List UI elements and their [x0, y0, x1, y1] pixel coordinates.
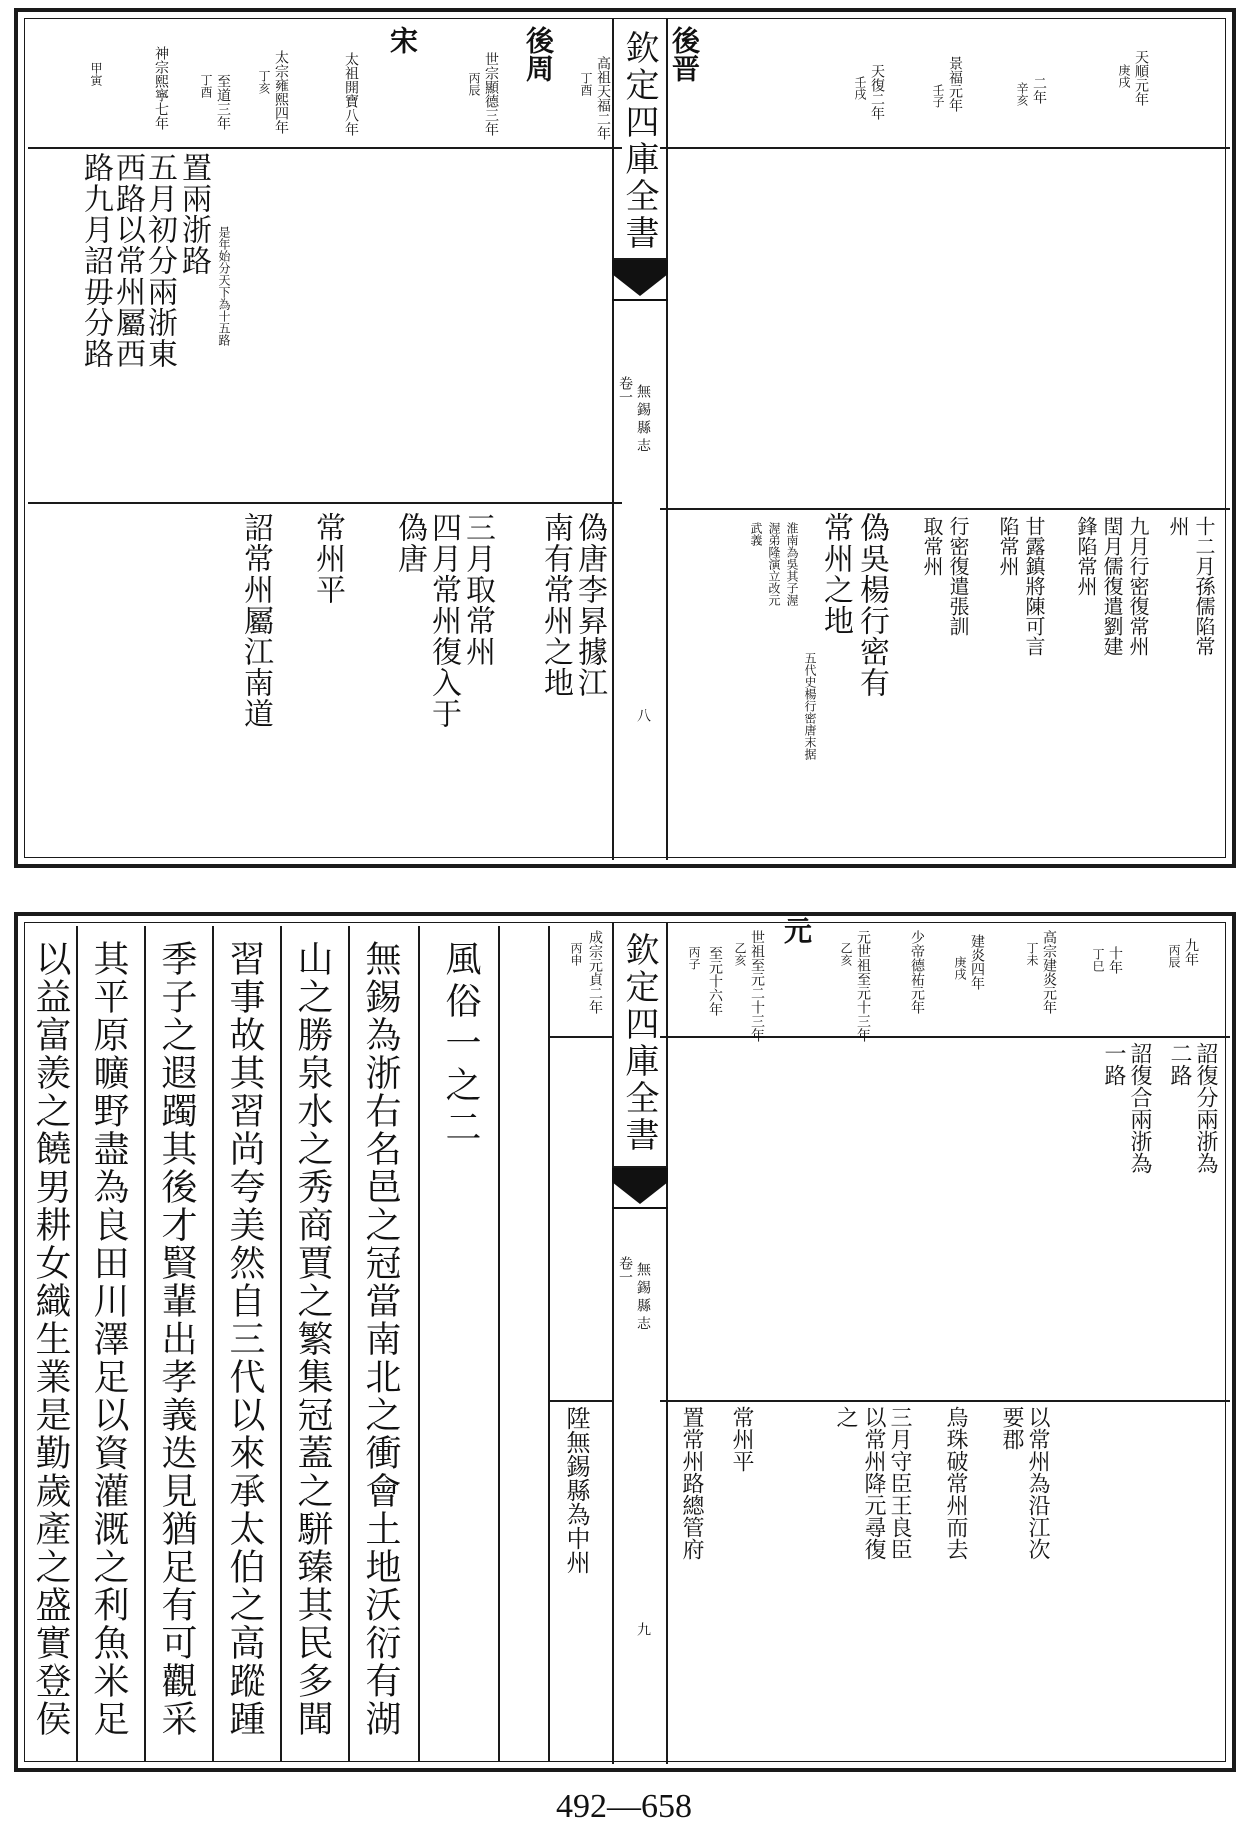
bottom-spine — [612, 922, 668, 1764]
row-divider — [660, 147, 1230, 149]
year-label: 景福元年 — [947, 56, 963, 112]
year-label: 太宗雍熙四年 — [273, 50, 289, 134]
event-text: 鋒陷常州 — [1074, 516, 1098, 596]
year-label: 十年 — [1107, 946, 1123, 974]
row-divider — [28, 147, 622, 149]
year-ganzhi: 丁巳 — [1091, 948, 1105, 972]
year-ganzhi: 丁亥 — [257, 70, 271, 94]
year-label: 天復二年 — [869, 64, 885, 120]
event-text: 詔復合兩浙為 — [1127, 1042, 1152, 1174]
fish-tail-mark — [612, 260, 668, 310]
year-label: 至道三年 — [215, 74, 231, 130]
spine-page-number: 八 — [635, 708, 651, 722]
book-title: 欽定四庫全書 — [619, 932, 659, 1154]
year-ganzhi: 丙辰 — [467, 72, 481, 96]
event-text: 烏珠破常州而去 — [943, 1406, 968, 1560]
year-label: 建炎四年 — [969, 934, 985, 990]
event-text: 五月初分兩浙東 — [142, 152, 177, 369]
dynasty-header: 宋 — [386, 26, 419, 54]
row-divider — [660, 1400, 1230, 1402]
event-text: 陞無錫縣為中州 — [562, 1406, 590, 1574]
body-text-line: 習事故其習尚夸美然自三代以來承太伯之高蹤踵 — [224, 940, 265, 1738]
column-rule — [498, 926, 500, 1762]
event-text: 西路以常州屬西 — [110, 152, 145, 369]
year-label: 少帝德祐元年 — [909, 930, 925, 1014]
year-ganzhi: 乙亥 — [733, 942, 747, 966]
annotation: 武義 — [749, 522, 763, 546]
year-ganzhi: 壬戌 — [853, 76, 867, 100]
event-text: 以常州為沿江次 — [1025, 1406, 1050, 1560]
body-text-line: 以益富羨之饒男耕女織生業是勤歲產之盛實登侯 — [30, 940, 71, 1738]
event-text: 九月行密復常州 — [1126, 516, 1150, 656]
year-ganzhi: 丙申 — [569, 942, 583, 966]
year-label: 世宗顯德三年 — [483, 52, 499, 136]
event-text: 三月取常州 — [460, 512, 495, 667]
row-divider — [660, 508, 1230, 510]
row-divider — [28, 502, 622, 504]
column-rule — [212, 926, 214, 1762]
column-divider — [548, 926, 550, 1762]
event-text: 南有常州之地 — [538, 512, 573, 698]
year-label: 天順元年 — [1133, 50, 1149, 106]
year-ganzhi: 丁酉 — [579, 72, 593, 96]
event-text: 陷常州 — [996, 516, 1020, 576]
top-spine — [612, 18, 668, 860]
book-title: 欽定四庫全書 — [619, 30, 659, 252]
event-text: 行密復遣張訓 — [946, 516, 970, 636]
year-ganzhi: 辛亥 — [1015, 82, 1029, 106]
event-text: 置兩浙路 — [176, 152, 211, 276]
spine-volume: 卷一 — [617, 376, 633, 404]
fish-tail-mark — [612, 1168, 668, 1218]
dynasty-header: 後周 — [522, 26, 555, 82]
annotation: 五代史楊行密唐末据 — [803, 652, 817, 760]
event-text: 以常州降元尋復 — [861, 1406, 886, 1560]
event-text: 甘露鎮將陳可言 — [1022, 516, 1046, 656]
column-rule — [348, 926, 350, 1762]
year-ganzhi: 壬子 — [931, 84, 945, 108]
year-label: 神宗熙寧七年 — [153, 46, 169, 130]
dynasty-header: 後晋 — [668, 26, 701, 82]
column-rule — [418, 926, 420, 1762]
year-label: 高宗建炎元年 — [1041, 930, 1057, 1014]
year-ganzhi: 庚戌 — [1117, 64, 1131, 88]
page-number: 492—658 — [556, 1788, 692, 1825]
year-ganzhi: 丁未 — [1025, 942, 1039, 966]
event-text: 路九月詔毋分路 — [78, 152, 113, 369]
body-text-line: 其平原曠野盡為良田川澤足以資灌溉之利魚米足 — [88, 940, 129, 1738]
annotation: 渥弟隆演立改元 — [767, 522, 781, 606]
year-ganzhi: 乙亥 — [839, 942, 853, 966]
annotation: 淮南為吳其子渥 — [785, 522, 799, 606]
year-label: 九年 — [1183, 938, 1199, 966]
year-label: 世祖至元二十三年 — [749, 930, 765, 1042]
dynasty-header: 元 — [780, 916, 813, 944]
spine-volume: 卷一 — [617, 1256, 633, 1284]
row-divider — [548, 1036, 612, 1038]
event-text: 取常州 — [920, 516, 944, 576]
event-text: 三月守臣王良臣 — [887, 1406, 912, 1560]
event-text: 詔常州屬江南道 — [238, 512, 273, 729]
year-ganzhi: 甲寅 — [89, 62, 103, 86]
body-text-line: 山之勝泉水之秀商賈之繁集冠蓋之駢臻其民多聞 — [292, 940, 333, 1738]
event-text: 二路 — [1167, 1042, 1192, 1086]
event-text: 四月常州復入于 — [426, 512, 461, 729]
spine-book-name: 無錫縣志 — [635, 384, 651, 456]
event-text: 偽吳楊行密有 — [854, 512, 889, 698]
event-text: 要郡 — [999, 1406, 1024, 1450]
event-text: 閏月儒復遣劉建 — [1100, 516, 1124, 656]
event-text: 置常州路總管府 — [679, 1406, 704, 1560]
year-ganzhi: 丁酉 — [199, 74, 213, 98]
body-text-line: 無錫為浙右名邑之冠當南北之衝會土地沃衍有湖 — [360, 940, 401, 1738]
column-rule — [280, 926, 282, 1762]
annotation: 是年始分天下為十五路 — [217, 226, 231, 346]
column-rule — [76, 926, 78, 1762]
year-ganzhi: 丙子 — [687, 946, 701, 970]
year-label: 高祖天福二年 — [595, 56, 611, 140]
year-label: 成宗元貞二年 — [587, 930, 603, 1014]
event-text: 十二月孫儒陷常 — [1192, 516, 1216, 656]
event-text: 常州平 — [310, 512, 345, 605]
year-ganzhi: 庚戌 — [953, 956, 967, 980]
year-label: 至元十六年 — [707, 946, 723, 1016]
event-text: 之 — [833, 1406, 858, 1428]
year-ganzhi: 丙辰 — [1167, 944, 1181, 968]
spine-page-number: 九 — [635, 1622, 651, 1636]
year-label: 二年 — [1031, 76, 1047, 104]
event-text: 偽唐李昪據江 — [572, 512, 607, 698]
year-label: 太祖開寶八年 — [343, 52, 359, 136]
row-divider — [660, 1036, 1230, 1038]
event-text: 州 — [1166, 516, 1190, 536]
spine-book-name: 無錫縣志 — [635, 1262, 651, 1334]
year-label: 元世祖至元十三年 — [855, 930, 871, 1042]
bottom-page — [14, 912, 1236, 1772]
event-text: 一路 — [1101, 1042, 1126, 1086]
event-text: 常州平 — [729, 1406, 754, 1472]
column-rule — [144, 926, 146, 1762]
top-page — [14, 8, 1236, 868]
event-text: 偽唐 — [392, 512, 427, 574]
section-title: 風俗一之二 — [440, 940, 481, 1150]
event-text: 常州之地 — [818, 512, 853, 636]
row-divider — [548, 1400, 612, 1402]
body-text-line: 季子之遐躅其後才賢輩出孝義迭見猶足有可觀采 — [156, 940, 197, 1738]
event-text: 詔復分兩浙為 — [1193, 1042, 1218, 1174]
